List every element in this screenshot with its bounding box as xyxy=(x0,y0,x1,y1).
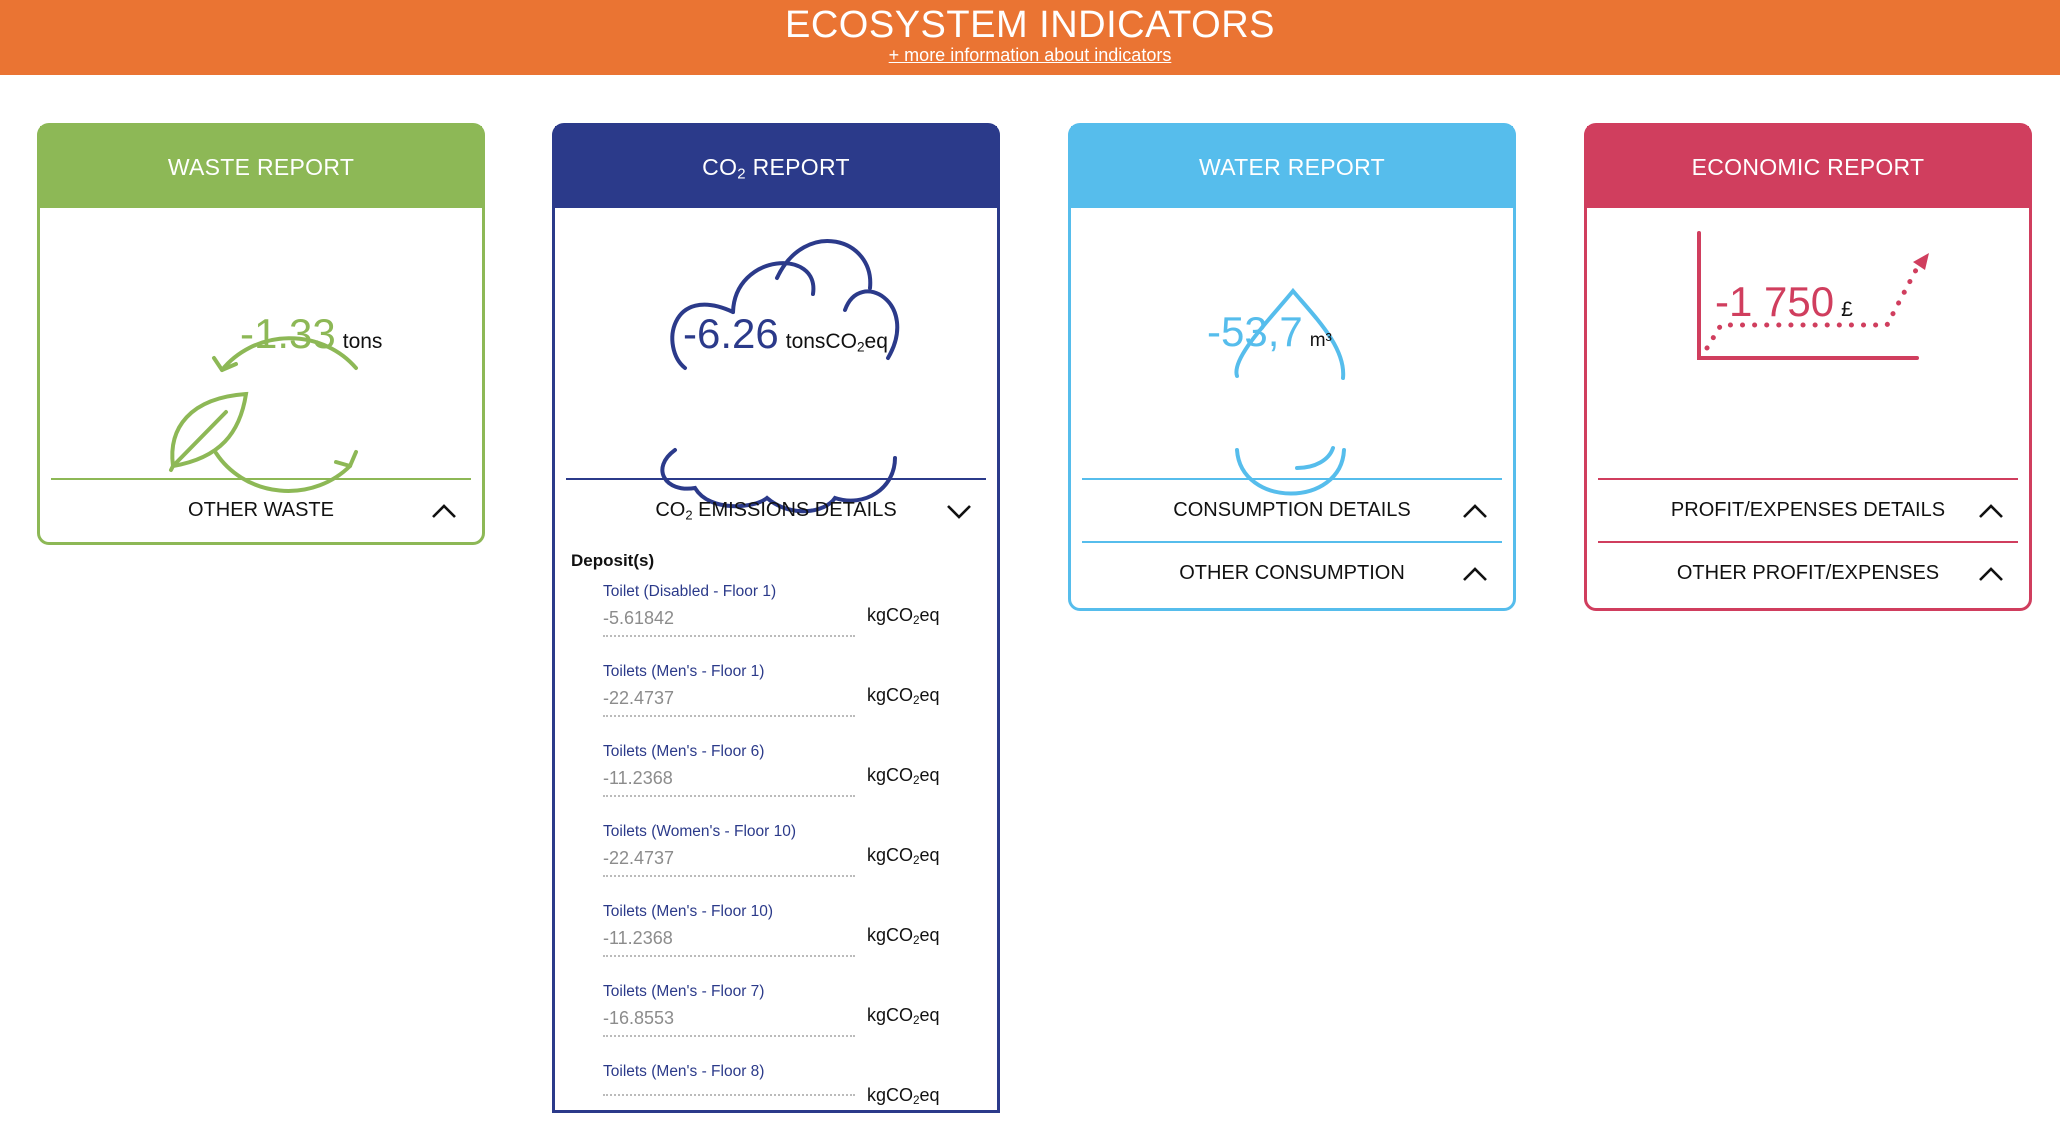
list-item xyxy=(603,903,997,983)
water-value-group xyxy=(1207,308,1332,356)
list-item xyxy=(603,583,997,663)
deposit-unit: kgCO$_2$eq xyxy=(867,845,940,867)
other-consumption-toggle[interactable] xyxy=(1082,541,1502,604)
economic-report-title: ECONOMIC REPORT xyxy=(1587,126,2029,208)
waste-value-group xyxy=(240,310,382,358)
water-value: -53,7 xyxy=(1207,308,1303,355)
deposit-name: Toilets (Women's - Floor 10) xyxy=(603,823,797,840)
deposit-unit: kgCO$_2$eq xyxy=(867,685,940,707)
economic-value-group xyxy=(1715,278,1853,326)
co2-value-group xyxy=(683,310,888,358)
co2-unit: tonsCO$_2$eq xyxy=(785,330,888,355)
profit-expenses-details-label: PROFIT/EXPENSES DETAILS xyxy=(1670,499,1946,521)
deposit-name: Toilet (Disabled - Floor 1) xyxy=(603,583,777,600)
water-report-card xyxy=(1068,123,1516,611)
economic-unit: £ xyxy=(1841,298,1853,321)
economic-value: -1 750 xyxy=(1715,278,1835,325)
waste-report-card xyxy=(37,123,485,545)
list-item xyxy=(603,823,997,903)
deposit-name: Toilets (Men's - Floor 8) xyxy=(603,1063,765,1080)
deposit-value[interactable]: -16.8553 xyxy=(603,1008,855,1037)
co2-value: -6.26 xyxy=(683,310,779,357)
deposit-unit: kgCO$_2$eq xyxy=(867,1085,940,1107)
profit-expenses-details-toggle[interactable] xyxy=(1598,478,2018,541)
water-graphic xyxy=(1071,208,1513,478)
deposit-unit: kgCO$_2$eq xyxy=(867,605,940,627)
other-profit-expenses-label: OTHER PROFIT/EXPENSES xyxy=(1676,562,1940,584)
deposits-title: Deposit(s) xyxy=(571,551,655,570)
consumption-details-toggle[interactable] xyxy=(1082,478,1502,541)
other-consumption-label: OTHER CONSUMPTION xyxy=(1179,562,1405,584)
chevron-up-icon xyxy=(1978,503,2004,519)
chevron-up-icon xyxy=(1462,503,1488,519)
deposit-unit: kgCO$_2$eq xyxy=(867,925,940,947)
trend-chart-icon xyxy=(1587,208,2035,478)
list-item xyxy=(603,1063,997,1143)
other-profit-expenses-toggle[interactable] xyxy=(1598,541,2018,604)
deposit-value[interactable]: -22.4737 xyxy=(603,688,855,717)
deposit-name: Toilets (Men's - Floor 10) xyxy=(603,903,774,920)
chevron-up-icon xyxy=(431,503,457,519)
deposit-value[interactable]: -11.2368 xyxy=(603,768,855,797)
waste-graphic xyxy=(40,208,482,478)
header-bar xyxy=(0,0,2060,75)
chevron-down-icon xyxy=(946,503,972,519)
waste-unit: tons xyxy=(342,330,383,353)
water-unit: m³ xyxy=(1309,330,1332,351)
deposit-unit: kgCO$_2$eq xyxy=(867,765,940,787)
deposit-value[interactable]: -11.2368 xyxy=(603,928,855,957)
economic-report-card xyxy=(1584,123,2032,611)
other-waste-toggle[interactable] xyxy=(51,478,471,541)
deposit-value[interactable]: -5.61842 xyxy=(603,608,855,637)
waste-value: -1.33 xyxy=(240,310,336,357)
other-waste-label: OTHER WASTE xyxy=(188,499,334,521)
deposit-name: Toilets (Men's - Floor 6) xyxy=(603,743,765,760)
co2-report-title: $CO_2$ REPORT xyxy=(555,126,997,208)
page-title: ECOSYSTEM INDICATORS xyxy=(785,4,1275,46)
deposit-name: Toilets (Men's - Floor 1) xyxy=(603,663,765,680)
deposit-value[interactable]: -22.4737 xyxy=(603,848,855,877)
chevron-up-icon xyxy=(1462,566,1488,582)
list-item xyxy=(603,663,997,743)
deposit-name: Toilets (Men's - Floor 7) xyxy=(603,983,765,1000)
deposit-unit: kgCO$_2$eq xyxy=(867,1005,940,1027)
co2-emissions-details-toggle[interactable] xyxy=(566,478,986,541)
co2-graphic xyxy=(555,208,997,478)
co2-emissions-details-label: $CO_2$ EMISSIONS DETAILS xyxy=(655,498,897,523)
list-item xyxy=(603,983,997,1063)
consumption-details-label: CONSUMPTION DETAILS xyxy=(1173,499,1411,521)
more-info-link[interactable]: + more information about indicators xyxy=(888,45,1172,65)
chevron-up-icon xyxy=(1978,566,2004,582)
waste-report-title: WASTE REPORT xyxy=(40,126,482,208)
water-report-title: WATER REPORT xyxy=(1071,126,1513,208)
deposits-section xyxy=(555,551,997,1143)
deposit-value[interactable] xyxy=(603,1088,855,1096)
co2-report-card xyxy=(552,123,1000,1113)
list-item xyxy=(603,743,997,823)
economic-graphic xyxy=(1587,208,2029,478)
